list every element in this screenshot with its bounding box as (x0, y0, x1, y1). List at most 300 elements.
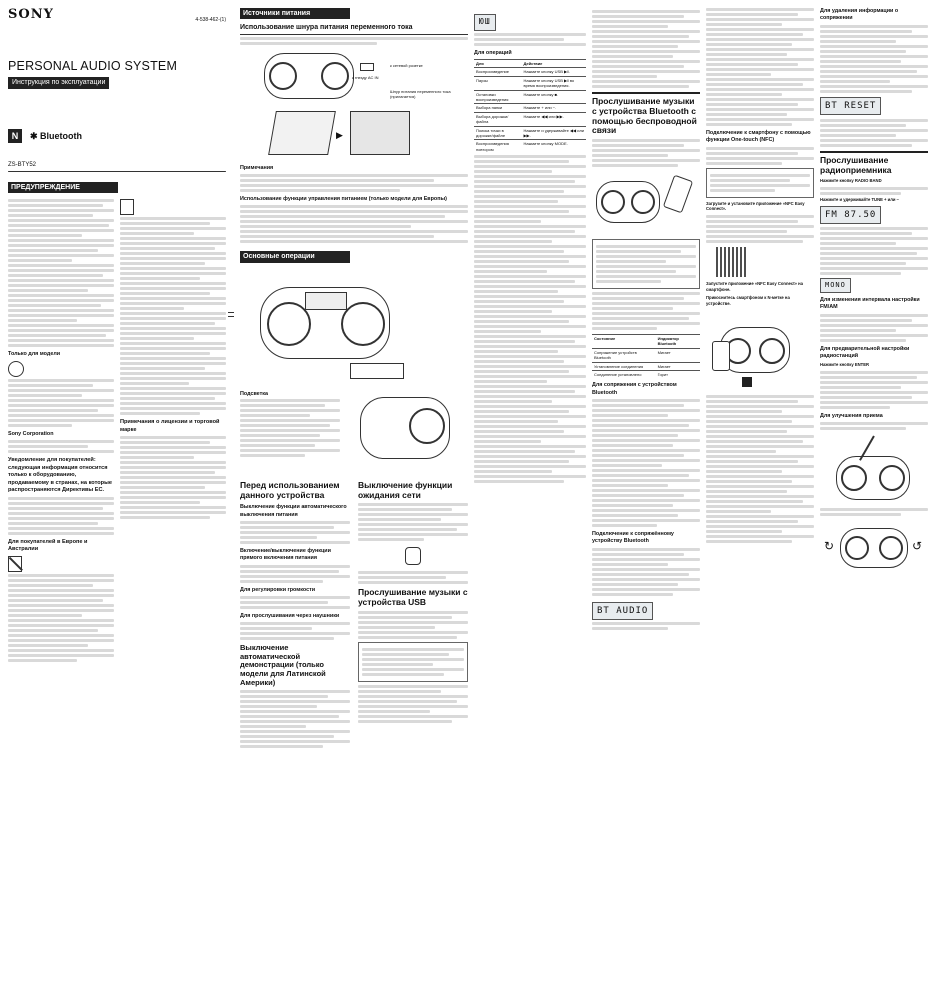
phone-icon (663, 175, 693, 214)
text-line (820, 396, 912, 399)
text-line (474, 400, 552, 403)
table-row (592, 371, 700, 379)
text-line (592, 60, 700, 63)
text-line (474, 355, 586, 358)
text-line (240, 189, 400, 192)
text-line (240, 399, 340, 402)
text-line (706, 400, 798, 403)
text-line (120, 277, 200, 280)
text-line (706, 225, 814, 228)
text-line (474, 405, 586, 408)
rule (8, 171, 226, 172)
basic-illustration (240, 267, 468, 477)
text-line (596, 250, 681, 253)
text-line (358, 636, 457, 639)
text-line (120, 367, 205, 370)
text-line (120, 227, 226, 230)
text-line (706, 495, 814, 498)
table-cell: Нажмите кнопку MODE. (521, 140, 586, 153)
text-line (8, 624, 114, 627)
text-line (120, 501, 200, 504)
text-line (592, 474, 689, 477)
text-line (240, 531, 350, 534)
speaker-right (631, 190, 655, 214)
text-line (820, 386, 901, 389)
text-line (8, 259, 72, 262)
usb-note-box (358, 642, 468, 682)
management-title: Использование функции управления питанием (только модели для Европы) (240, 196, 447, 203)
table-cell: Нажмите кнопку USB ▶‖ во время воспроизведения. (521, 76, 586, 90)
text-line (120, 511, 226, 514)
boombox-front (260, 287, 390, 359)
text-line (474, 440, 541, 443)
text-line (358, 700, 457, 703)
column-1 (8, 0, 226, 664)
text-line (240, 700, 350, 703)
ac-label-jack: к гнезду AC IN (352, 74, 379, 80)
nfc-step-2: Запустите приложение «NFC Easy Connect» на смартфоне. (706, 280, 803, 292)
bluetooth-logo: ✱ Bluetooth (30, 130, 83, 141)
text-line (592, 144, 684, 147)
text-line (474, 285, 586, 288)
rotate-illustration (820, 520, 928, 576)
bin-icon (8, 556, 22, 572)
text-line (120, 347, 226, 350)
mono-display-row (820, 278, 928, 293)
text-line (596, 260, 666, 263)
text-line (240, 725, 306, 728)
plug-icon (360, 63, 374, 71)
text-line (706, 235, 814, 238)
text-line (474, 250, 564, 253)
bt-note-box (592, 239, 700, 289)
demo-title: Выключение автоматической демонстрации (только модели для Латинской Америки) (240, 643, 326, 687)
text-line (474, 480, 564, 483)
text-line (8, 289, 88, 292)
text-line (8, 249, 98, 252)
text-line (706, 103, 798, 106)
speaker-right (759, 338, 785, 364)
text-line (120, 397, 215, 400)
text-line (706, 430, 787, 433)
text-line (358, 705, 468, 708)
speaker-right (321, 62, 349, 90)
hand-press-icon (405, 547, 421, 565)
text-line (706, 152, 798, 155)
text-line (240, 424, 330, 427)
text-line (240, 710, 350, 713)
text-line (474, 33, 586, 36)
text-line (474, 175, 586, 178)
text-line (820, 329, 896, 332)
logos-row (8, 129, 226, 143)
text-line (706, 460, 798, 463)
text-line (240, 439, 340, 442)
table-cell: Нажмите кнопку ■. (521, 90, 586, 104)
table-cell: Горит (656, 371, 700, 379)
text-line (474, 235, 586, 238)
text-line (474, 225, 586, 228)
text-line (820, 144, 912, 147)
table-cell: Нажмите и удерживайте ◀◀ или ▶▶. (523, 127, 585, 138)
table-cell: Сопряжение устройств Bluetooth (592, 348, 656, 362)
warning-columns (8, 197, 226, 663)
text-line (358, 631, 468, 634)
text-line (596, 245, 696, 248)
radio-step-3: Нажмите кнопку ENTER (820, 362, 870, 368)
text-line (362, 673, 444, 676)
text-line (240, 580, 323, 583)
text-line (592, 627, 668, 630)
text-line (240, 414, 310, 417)
text-line (474, 425, 586, 428)
text-line (474, 460, 569, 463)
text-line (592, 55, 673, 58)
text-line (592, 297, 684, 300)
text-line (474, 475, 586, 478)
text-line (820, 422, 928, 425)
text-line (8, 450, 114, 453)
text-line (592, 454, 684, 457)
table-cell: Выбора дорожки/файла (474, 112, 521, 126)
text-line (820, 314, 928, 317)
text-line (8, 584, 93, 587)
text-line (592, 50, 700, 53)
text-line (474, 340, 575, 343)
text-line (120, 476, 226, 479)
text-line (358, 611, 468, 614)
bt-illustration (592, 171, 700, 235)
text-line (474, 195, 586, 198)
text-line (592, 419, 700, 422)
text-line (8, 604, 114, 607)
text-line (362, 653, 449, 656)
text-line (8, 304, 101, 307)
text-line (706, 78, 814, 81)
delete-title: Для удаления информации о сопряжении (820, 8, 899, 22)
radio-step-2: Нажмите и удерживайте TUNE + или − (820, 196, 900, 202)
text-line (8, 204, 103, 207)
text-line (8, 334, 106, 337)
text-line (358, 621, 468, 624)
text-line (474, 260, 569, 263)
table-row (474, 68, 586, 76)
text-line (592, 149, 700, 152)
text-line (120, 337, 194, 340)
text-line (474, 300, 564, 303)
nfc-title: Подключение к смартфону с помощью функции One-touch (NFC) (706, 130, 811, 144)
text-line (474, 170, 552, 173)
text-line (474, 395, 586, 398)
text-line (474, 370, 569, 373)
text-line (8, 294, 114, 297)
text-line (8, 589, 114, 592)
text-line (592, 563, 668, 566)
speaker-right (409, 408, 445, 444)
radio-title: Прослушивание радиоприемника (820, 151, 928, 176)
text-line (592, 509, 700, 512)
text-line (362, 668, 464, 671)
text-line (358, 576, 446, 579)
text-line (8, 609, 114, 612)
text-line (8, 659, 77, 662)
text-line (358, 720, 452, 723)
text-line (706, 23, 782, 26)
text-line (240, 690, 350, 693)
text-line (240, 745, 323, 748)
text-line (8, 404, 114, 407)
text-line (706, 540, 792, 543)
text-line (362, 648, 464, 651)
text-line (474, 265, 586, 268)
rear-panel (350, 363, 404, 379)
text-line (706, 108, 814, 111)
battery-compartment (268, 111, 336, 155)
text-line (120, 312, 226, 315)
text-line (240, 184, 468, 187)
text-line (474, 190, 564, 193)
bt-continued-text (706, 8, 814, 126)
text-line (120, 222, 210, 225)
text-line (8, 629, 98, 632)
text-line (240, 720, 350, 723)
table-row (474, 126, 586, 140)
speaker-right (879, 536, 903, 560)
text-line (706, 123, 792, 126)
text-line (240, 240, 468, 243)
text-line (706, 83, 803, 86)
text-line (358, 518, 441, 521)
text-line (240, 740, 350, 743)
text-line (120, 287, 226, 290)
text-line (592, 548, 700, 551)
text-line (358, 523, 468, 526)
text-line (592, 444, 673, 447)
text-line (706, 240, 803, 243)
bt-audio-display: BT AUDIO (592, 602, 653, 620)
text-line (710, 179, 790, 182)
rotate-arrow-icon: ↺ (912, 539, 923, 554)
text-line (592, 494, 684, 497)
text-line (240, 205, 468, 208)
text-line (240, 521, 350, 524)
text-line (820, 134, 896, 137)
bin-icon (120, 199, 134, 215)
text-line (820, 139, 928, 142)
text-line (474, 325, 586, 328)
text-line (474, 205, 586, 208)
text-line (240, 179, 434, 182)
text-line (120, 461, 226, 464)
text-line (592, 464, 662, 467)
text-line (820, 376, 917, 379)
text-line (592, 10, 700, 13)
text-line (120, 412, 200, 415)
text-line (706, 63, 798, 66)
text-line (358, 533, 468, 536)
text-line (820, 25, 928, 28)
text-line (240, 735, 334, 738)
text-line (706, 475, 814, 478)
boombox-illustration (596, 181, 660, 223)
text-line (240, 409, 340, 412)
text-line (120, 262, 205, 265)
text-line (240, 541, 350, 544)
text-line (474, 335, 586, 338)
nfc-step-3: Прикоснитесь смартфоном к N-метке на устройстве. (706, 295, 790, 306)
text-line (592, 504, 673, 507)
text-line (240, 434, 320, 437)
text-line (820, 391, 928, 394)
text-line (8, 419, 114, 422)
table-cell: Соединение установлено (592, 371, 656, 379)
text-line (8, 284, 114, 287)
text-line (706, 38, 814, 41)
text-line (820, 232, 912, 235)
text-line (592, 70, 700, 73)
table-header: Индикатор Bluetooth (656, 335, 700, 349)
speaker-left (601, 190, 625, 214)
column-4 (592, 0, 700, 632)
text-line (474, 290, 558, 293)
text-line (120, 282, 226, 285)
text-line (120, 471, 215, 474)
text-line (596, 265, 696, 268)
text-line (474, 410, 569, 413)
fm-display: FM 87.50 (820, 206, 881, 224)
text-line (592, 449, 700, 452)
table-row (474, 112, 586, 126)
text-line (474, 455, 586, 458)
table-header-row (592, 335, 700, 349)
text-line (706, 445, 814, 448)
text-line (474, 390, 575, 393)
warning-col-b (120, 197, 226, 663)
text-line (474, 345, 586, 348)
preset-title: Для предварительной настройки радиостанций (820, 345, 910, 360)
text-line (710, 184, 810, 187)
text-line (596, 280, 661, 283)
text-line (474, 220, 541, 223)
text-line (240, 444, 315, 447)
n-mark-icon: N (8, 129, 22, 143)
column-2 (240, 0, 468, 750)
text-line (120, 481, 226, 484)
speaker-right (341, 302, 385, 346)
text-line (8, 274, 103, 277)
text-line (240, 454, 305, 457)
boombox-side (360, 397, 450, 459)
text-line (592, 15, 684, 18)
fold-mark (228, 316, 234, 317)
text-line (240, 220, 468, 223)
power-title: Источники питания (240, 8, 350, 19)
text-line (706, 48, 814, 51)
modem-label: Только для модели (8, 351, 61, 358)
text-line (710, 189, 775, 192)
text-line (120, 372, 226, 375)
text-line (706, 147, 814, 150)
prep-title: Перед использованием данного устройства (240, 479, 340, 500)
text-line (592, 524, 657, 527)
text-line (240, 730, 350, 733)
table-header-row (474, 60, 586, 68)
text-line (8, 314, 114, 317)
text-line (820, 30, 912, 33)
text-line (240, 215, 445, 218)
text-line (820, 381, 928, 384)
text-line (8, 522, 98, 525)
text-line (706, 53, 787, 56)
table-header: Для (474, 60, 521, 68)
text-line (706, 535, 814, 538)
text-line (8, 634, 114, 637)
text-line (474, 270, 547, 273)
text-line (120, 217, 226, 220)
text-line (8, 445, 88, 448)
text-line (8, 619, 114, 622)
text-line (474, 200, 558, 203)
text-line (358, 538, 424, 541)
text-line (240, 622, 350, 625)
text-line (820, 129, 928, 132)
text-line (8, 264, 114, 267)
table-header: Действие (521, 60, 586, 68)
text-line (240, 565, 350, 568)
qr-code-icon (716, 247, 746, 277)
text-line (592, 484, 668, 487)
weee-title: Уведомление для покупателей: следующая информация относится только к оборудованию, продаваемому в странах, на которые распространяются Директивы ЕС. (8, 456, 112, 494)
text-line (706, 118, 814, 121)
text-line (820, 242, 896, 245)
text-line (120, 377, 226, 380)
text-line (474, 385, 586, 388)
text-line (8, 507, 103, 510)
text-line (8, 579, 114, 582)
text-line (592, 553, 684, 556)
text-line (592, 459, 700, 462)
boombox-illustration (836, 456, 910, 500)
text-line (474, 445, 586, 448)
text-line (820, 124, 906, 127)
text-line (592, 469, 700, 472)
text-line (706, 215, 814, 218)
text-line (592, 20, 700, 23)
text-line (120, 387, 226, 390)
text-line (592, 424, 689, 427)
text-line (8, 224, 109, 227)
text-line (120, 332, 226, 335)
text-line (8, 424, 72, 427)
text-line (474, 38, 564, 41)
text-line (120, 267, 226, 270)
text-line (474, 415, 586, 418)
brand-logo (8, 6, 226, 24)
text-line (474, 380, 547, 383)
nfc-note-box (706, 168, 814, 198)
text-line (592, 40, 700, 43)
headphones-title: Для прослушивания через наушники (240, 612, 340, 619)
text-line (820, 401, 928, 404)
text-line (8, 344, 114, 347)
text-line (358, 508, 452, 511)
text-line (706, 230, 787, 233)
ac-title: Использование шнура питания переменного тока (240, 23, 468, 34)
text-line (592, 593, 673, 596)
text-line (706, 395, 814, 398)
text-line (706, 455, 814, 458)
text-line (592, 514, 678, 517)
